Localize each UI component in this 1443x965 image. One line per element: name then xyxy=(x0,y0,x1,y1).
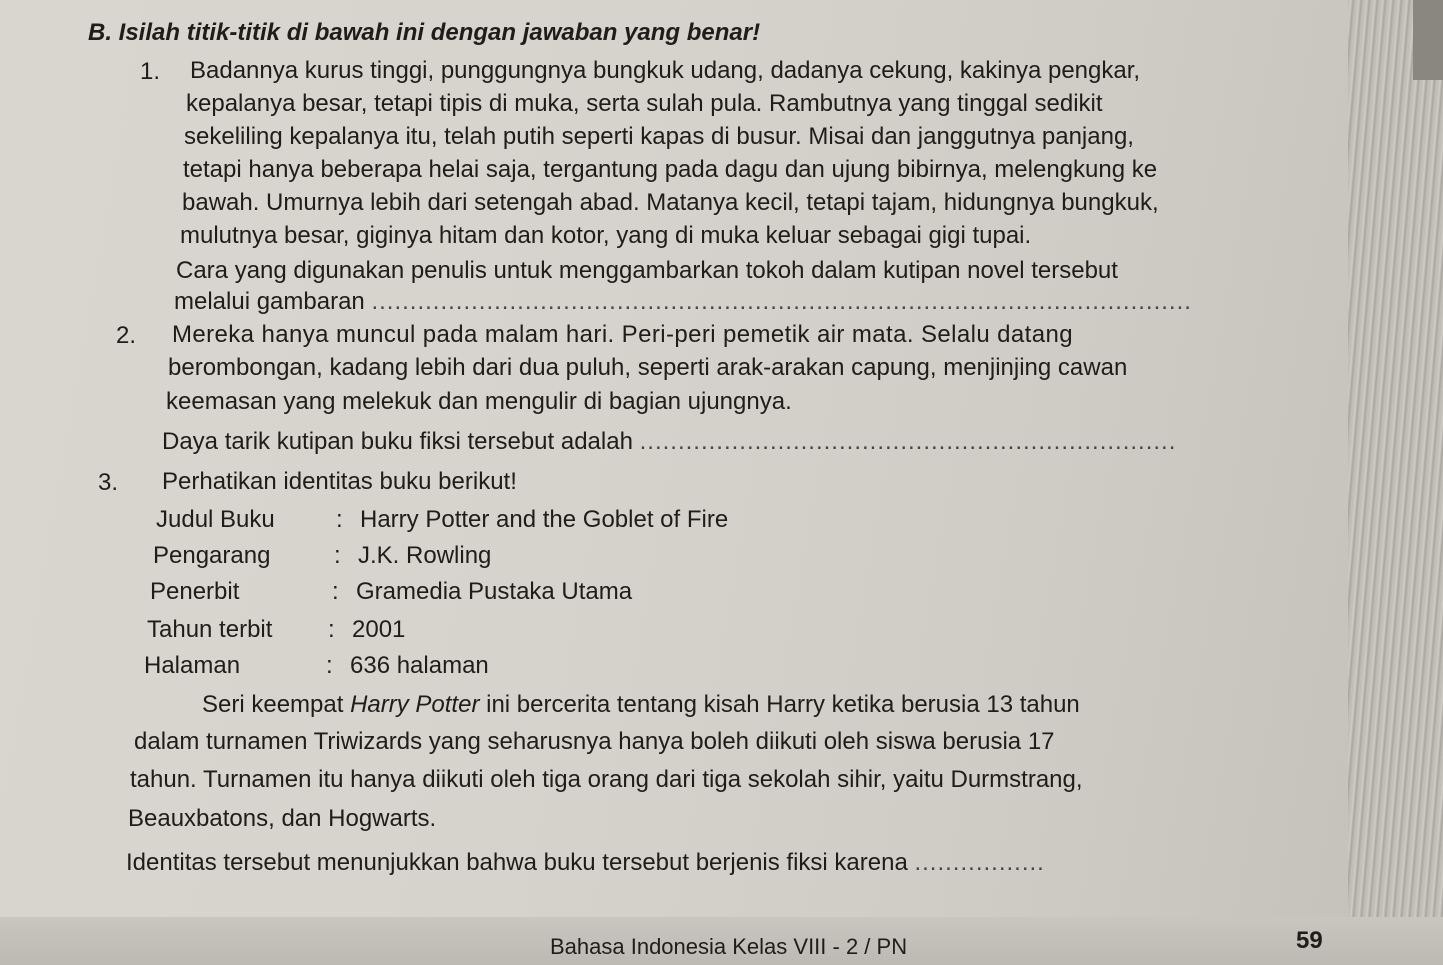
synopsis-line: tahun. Turnamen itu hanya diikuti oleh tiga orang dari tiga sekolah sihir, yaitu Durmstrang, xyxy=(130,766,1083,793)
q3-question: Identitas tersebut menunjukkan bahwa buku tersebut berjenis fiksi karena xyxy=(126,849,908,876)
q2-answer-blank[interactable]: ...................................................................... xyxy=(639,428,1177,455)
question-number-1: 1. xyxy=(140,58,161,85)
identity-separator: : xyxy=(334,542,341,569)
q2-text-line: Mereka hanya muncul pada malam hari. Peri-peri pemetik air mata. Selalu datang xyxy=(172,321,1073,348)
identity-value: 2001 xyxy=(352,616,406,643)
q1-question-tail: melalui gambaran xyxy=(174,288,365,315)
q1-text-line: tetapi hanya beberapa helai saja, tergantung pada dagu dan ujung bibirnya, melengkung ke xyxy=(183,156,1158,183)
q1-question: Cara yang digunakan penulis untuk menggambarkan tokoh dalam kutipan novel tersebut xyxy=(176,257,1118,284)
synopsis-pre: Seri keempat xyxy=(202,691,351,718)
question-number-3: 3. xyxy=(98,469,119,496)
page-edge xyxy=(1348,0,1443,965)
identity-label: Halaman xyxy=(144,652,241,679)
q1-text-line: kepalanya besar, tetapi tipis di muka, serta sulah pula. Rambutnya yang tinggal sedikit xyxy=(186,90,1103,117)
q3-answer-blank[interactable]: ................. xyxy=(914,849,1045,876)
q1-text-line: sekeliling kepalanya itu, telah putih seperti kapas di busur. Misai dan janggutnya panjang, xyxy=(184,123,1134,150)
q1-text-line: Badannya kurus tinggi, punggungnya bungkuk udang, dadanya cekung, kakinya pengkar, xyxy=(190,57,1141,84)
page-corner-shadow xyxy=(1413,0,1443,80)
q1-text-line: mulutnya besar, giginya hitam dan kotor, yang di muka keluar sebagai gigi tupai. xyxy=(180,222,1032,249)
identity-separator: : xyxy=(326,652,333,679)
identity-separator: : xyxy=(336,506,343,533)
q3-question-line xyxy=(126,848,1045,878)
section-heading: B. Isilah titik-titik di bawah ini dengan jawaban yang benar! xyxy=(88,19,761,46)
identity-label: Tahun terbit xyxy=(147,616,273,643)
synopsis-post: ini bercerita tentang kisah Harry ketika berusia 13 tahun xyxy=(479,691,1080,718)
page-number: 59 xyxy=(1296,927,1323,954)
identity-separator: : xyxy=(332,578,339,605)
identity-separator: : xyxy=(328,616,335,643)
book-title-italic: Harry Potter xyxy=(350,691,480,718)
q2-text-line: berombongan, kadang lebih dari dua puluh, seperti arak-arakan capung, menjinjing cawan xyxy=(168,354,1128,381)
q2-question-line xyxy=(162,427,1176,457)
synopsis-line xyxy=(202,690,1080,720)
synopsis-line: Beauxbatons, dan Hogwarts. xyxy=(128,805,437,832)
identity-value: Harry Potter and the Goblet of Fire xyxy=(360,506,729,533)
footer-book-title: Bahasa Indonesia Kelas VIII - 2 / PN xyxy=(550,934,908,959)
identity-label: Judul Buku xyxy=(156,506,275,533)
synopsis-line: dalam turnamen Triwizards yang seharusnya hanya boleh diikuti oleh siswa berusia 17 xyxy=(134,728,1055,755)
q1-question-cont xyxy=(174,287,1192,317)
identity-value: Gramedia Pustaka Utama xyxy=(356,578,633,605)
q3-intro: Perhatikan identitas buku berikut! xyxy=(162,468,517,495)
q2-question: Daya tarik kutipan buku fiksi tersebut adalah xyxy=(162,428,633,455)
identity-value: J.K. Rowling xyxy=(358,542,492,569)
q1-text-line: bawah. Umurnya lebih dari setengah abad. Matanya kecil, tetapi tajam, hidungnya bungkuk, xyxy=(182,189,1159,216)
question-number-2: 2. xyxy=(116,322,137,349)
q1-answer-blank[interactable]: ........................................................................................................... xyxy=(371,288,1192,315)
q2-text-line: keemasan yang melekuk dan mengulir di bagian ujungnya. xyxy=(166,388,792,415)
identity-label: Pengarang xyxy=(153,542,271,569)
identity-value: 636 halaman xyxy=(350,652,489,679)
identity-label: Penerbit xyxy=(150,578,240,605)
